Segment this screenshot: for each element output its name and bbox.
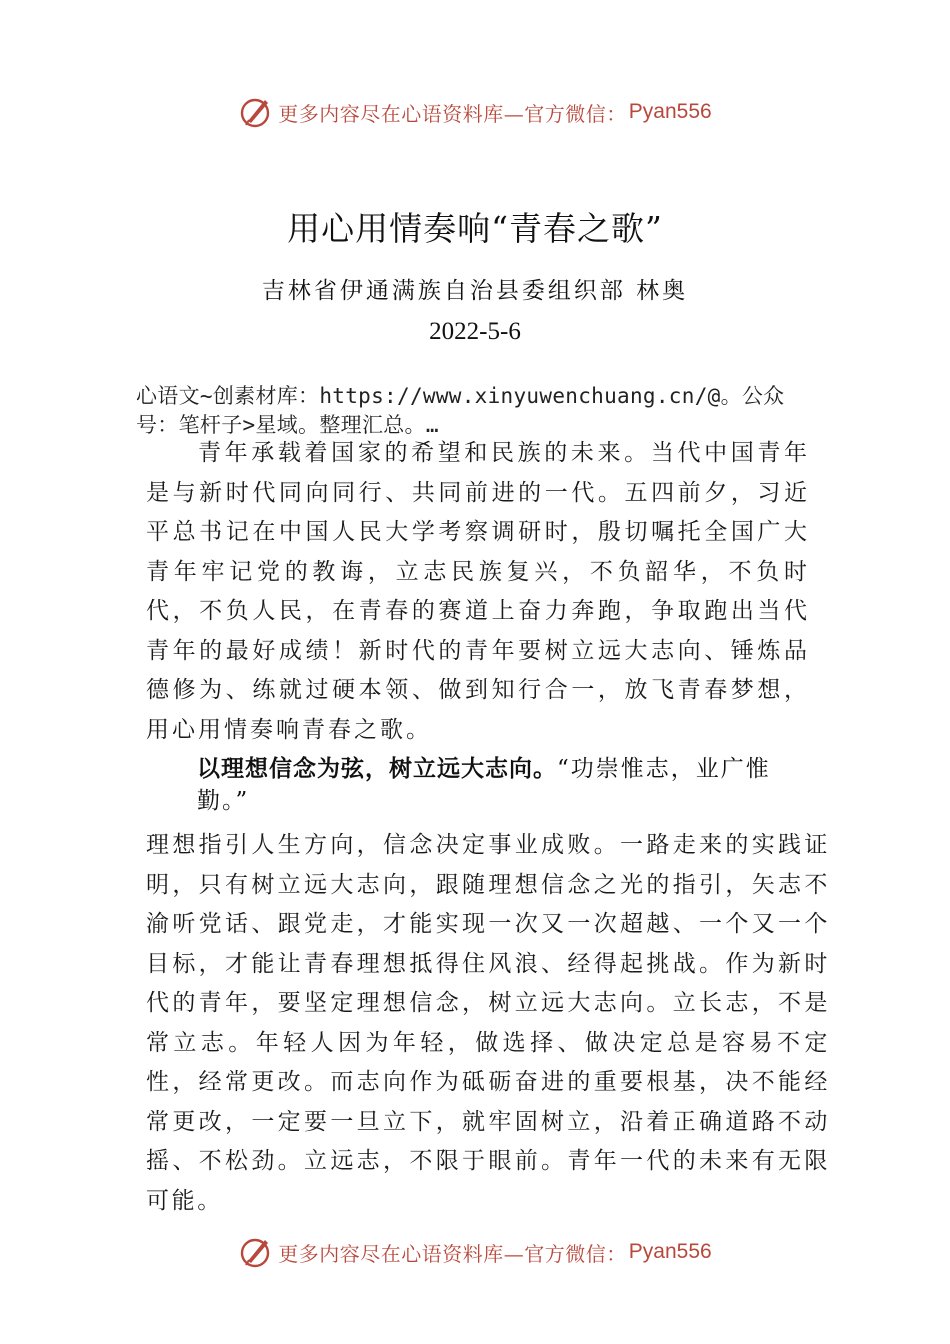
- footer-watermark: [0, 1232, 950, 1272]
- document-title: 用心用情奏响“青春之歌”: [287, 209, 663, 248]
- quill-logo-icon: [238, 1234, 274, 1270]
- quill-logo-icon: [238, 94, 274, 130]
- intro-paragraph: 青年承载着国家的希望和民族的未来。当代中国青年是与新时代同向同行、共同前进的一代。五四前夕，习近平总书记在中国人民大学考察调研时，殷切嘱托全国广大青年牢记党的教诲，立志民族复兴，不负韶华，不负时代，不负人民，在青春的赛道上奋力奔跑，争取跑出当代青年的最好成绩！新时代的青年要树立远大志向、锤炼品德修为、练就过硬本领、做到知行合一，放飞青春梦想，用心用情奏响青春之歌。: [146, 440, 810, 743]
- section-heading: [197, 752, 797, 817]
- wechat-id: Pyan556: [628, 1240, 712, 1263]
- wechat-id: Pyan556: [628, 100, 712, 123]
- body-paragraph: 理想指引人生方向，信念决定事业成败。一路走来的实践证明，只有树立远大志向，跟随理想信念之光的指引，矢志不渝听党话、跟党走，才能实现一次又一次超越、一个又一个目标，才能让青春理想抵得住风浪、经得起挑战。作为新时代的青年，要坚定理想信念，树立远大志向。立长志，不是常立志。年轻人因为年轻，做选择、做决定总是容易不定性，经常更改。而志向作为砥砺奋进的重要根基，决不能经常更改，一定要一旦立下，就牢固树立，沿着正确道路不动摇、不松劲。立远志，不限于眼前。青年一代的未来有无限可能。: [146, 832, 830, 1214]
- source-line: 心语文~创素材库：https://www.xinyuwenchuang.cn/@。公众号：笔杆子>星域。整理汇总。…: [136, 384, 785, 437]
- section-heading-bold: 以理想信念为弦，树立远大志向。: [197, 755, 557, 781]
- document-date: 2022-5-6: [429, 318, 521, 345]
- section-heading-quote: “功崇惟志，业广惟勤。”: [197, 756, 771, 814]
- watermark-text: 更多内容尽在心语资料库—官方微信：: [278, 1241, 627, 1266]
- document-author: 吉林省伊通满族自治县委组织部 林奥: [261, 278, 689, 304]
- header-watermark: [0, 92, 950, 132]
- watermark-text: 更多内容尽在心语资料库—官方微信：: [278, 101, 627, 126]
